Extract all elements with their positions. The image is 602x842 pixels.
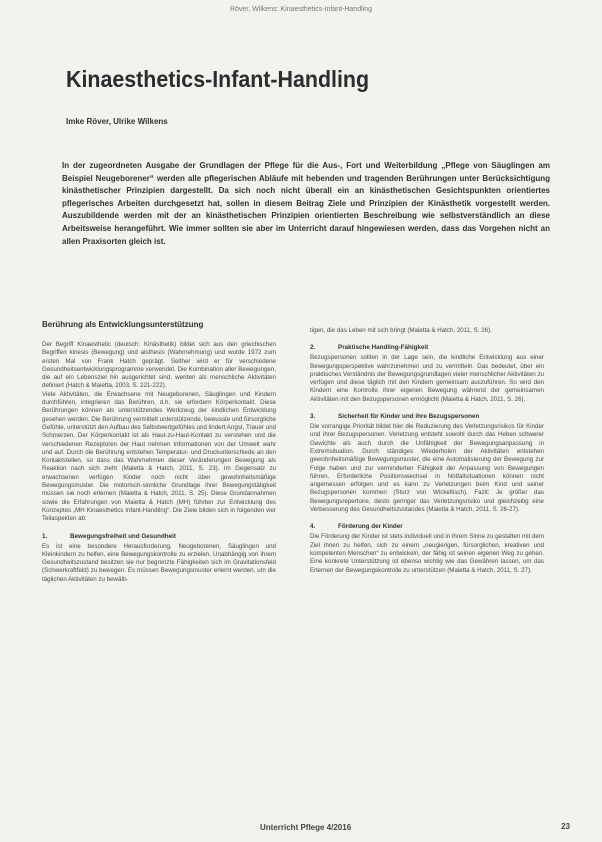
journal-footer: Unterricht Pflege 4/2016 [260,823,352,832]
subsection-heading [310,413,544,420]
subsection-number: 1. [42,532,48,540]
running-head: Röver, Wilkens: Kinaesthetics-Infant-Handling [229,6,372,13]
subsection-heading [42,533,276,540]
subsection-title: Förderung der Kinder [338,523,403,531]
left-column [42,320,276,584]
subsection-title: Bewegungsfreiheit und Gesundheit [70,532,177,540]
body-paragraph: Der Begriff Kinaesthetic (deutsch: Kinästhetik) bildet sich aus den griechischen Begriffen kinesis (Bewegung) und aisthesis (Wahrnehmung) und wurde 1972 zum ersten Mal von Frank Hatch geprägt. Seither wird er für verschiedene Gesundheitsentwicklungsprogramme verwendet. Die Kombination aller Bewegungen, die auf ein Lebensziel hin ausgerichtet sind, werden als menschliche Aktivitäten definiert (Hatch & Maietta, 2003, S. 221-222). [42,341,276,390]
subsection-heading [310,523,544,530]
subsection-title: Sicherheit für Kinder und ihre Bezugspersonen [338,413,480,421]
right-column [310,327,544,575]
abstract-paragraph: In der zugeordneten Ausgabe der Grundlagen der Pflege für die Aus-, Fort und Weiterbildung „Pflege von Säuglingen am Beispiel Neugeborener“ werden alle pflegerischen Abläufe mit hebenden und tragenden Berührungen unter Berücksichtigung kinästhetischer Prinzipien dargestellt. Da sich noch nicht überall ein an kinästhetischen Gesichtspunkten orientiertes pflegerisches Arbeiten durchgesetzt hat, sollen in diesem Beitrag Ziele und Prinzipien der Kinästhetik vorgestellt werden. Auszubildende werden mit der an kinästhetischen Prinzipien orientierten Beschreibung wie selbstverständlich an diese Arbeitsweise herangeführt. Wie immer sollten sie aber im Unterricht darauf hingewiesen werden, dass das Vorgehen nicht an allen Praxisorten gleich ist. [62,161,550,246]
body-paragraph: Viele Aktivitäten, die Erwachsene mit Neugeborenen, Säuglingen und Kindern durchführen, integrieren das Berühren, d.h. sie erfordern Körperkontakt. Diese Berührungen können als unterstützendes Werkzeug der kindlichen Entwicklung gesehen werden. Die Berührung vermittelt unterstützende, bewusste und fürsorgliche Gefühle, unterstützt den Aufbau des Selbstwertgefühles und lindert Angst, Trauer und Schmerzen. Der Körperkontakt ist als Haut-zu-Haut-Kontakt zu verstehen und die verschiedenen Rezeptoren der Haut nehmen Informationen von der Umwelt wahr und auf. Durch die Berührung entstehen Temperatur- und Druckunterschiede an den Kontaktstellen, so dass das Wahrnehmen dieser Veränderungen Bewegung als Reaktion nach sich zieht (Maietta & Hatch, 2011, S. 23). Im Gegensatz zu erwachsenen verfügen Kinder noch nicht über gewohnheitsmäßige Bewegungsmuster. Die motorisch-sinnliche Grundlage ihrer Bewegungstätigkeit müssen sie noch erlernen (Maietta & Hatch, 2011, S. 25). Diese Grundannahmen sowie die Erfahrungen von Maietta & Hatch (MH) führten zur Entwicklung des Konzeptes „MH Kinaesthetics Infant-Handling“. Die Ziele bilden sich in folgenden vier Teilaspekten ab: [42,390,276,523]
subsection-number: 3. [310,413,316,421]
article-title: Kinaesthetics-Infant-Handling [66,66,370,92]
body-paragraph: tigen, die das Leben mit sich bringt (Maietta & Hatch, 2011, S. 26). [310,327,492,334]
subsection-number: 4. [310,523,316,531]
subsection-title: Praktische Handling-Fähigkeit [338,344,429,352]
article-authors: Imke Röver, Ulrike Wilkens [66,117,168,126]
subsection-number: 2. [310,344,316,352]
subsection-heading [310,344,544,351]
body-paragraph: Bezugspersonen sollten in der Lage sein, die kindliche Entwicklung aus einer Bewegungsperspektive wahrzunehmen und zu vermitteln. Das bedeutet, über ein praktisches Verständnis der Bewegungsgrundlagen vieler menschlicher Aktivitäten zu verfügen und diese täglich mit den Kindern gemeinsam auszuführen. So wird den Kindern eine Kontrolle ihrer eigenen Bewegung während der gemeinsamen Aktivitäten mit den Bezugspersonen ermöglicht (Maietta & Hatch, 2011, S. 26). [310,354,544,403]
section-heading: Berührung als Entwicklungsunterstützung [42,320,204,329]
body-paragraph: Die Förderung der Kinder ist stets individuell und in ihrem Sinne zu gestalten mit dem Ziel ihnen zu helfen, sich zu einem „neugierigen, fürsorglichen, kreativen und kompetenten Menschen“ zu entwickeln, der fähig ist seinen eigenen Weg zu gehen. Eine konkrete Unterstützung ist ebenso wichtig wie das Gewähren lassen, um das Erlernen der Bewegungskontrolle zu unterstützen (Maietta & Hatch, 2011, S. 27). [310,533,544,574]
body-paragraph: Es ist eine besondere Herausforderung, Neugeborenen, Säuglingen und Kleinkindern zu helfen, eine Bewegungskontrolle zu erzielen. Unabhängig von ihrem Gesundheitszustand besitzen sie nur begrenzte Fähigkeiten sich im Gravitationsfeld (Schwerkraftfeld) zu bewegen. Es müssen Bewegungsmuster erlernt werden, um die täglichen Aktivitäten zu bewälti- [42,542,276,583]
page-number: 23 [561,822,570,831]
body-paragraph: Die vorrangige Priorität bildet hier die Reduzierung des Verletzungsrisikos für Kinder und ihrer Bezugspersonen. Verletzung entsteht sowohl durch das Heben schwerer Gewichte als auch durch die Unfähigkeit der Bewegungsanpassung in Extremsituation. Durch ständiges Wiederholen der Aktivitäten entstehen gewohnheitsmäßige Bewegungsmuster, die eine Automatisierung der Bewegung zur Folge haben und zur verminderten Fähigkeit der Anpassung von Bewegungen führen. Erforderliche Positionswechsel in Notfallsituationen können nicht angemessen erfolgen und es kann zu Verletzungen beim Kind und seiner Bezugspersonen kommen (Sturz von Wickeltisch). Fazit: Je größer das Bewegungsrepertoire, desto geringer das Verletzungsrisiko und gleichzeitig eine Verbesserung des Gesundheitszustandes (Maietta & Hatch, 2011, S. 26-27). [310,423,544,514]
